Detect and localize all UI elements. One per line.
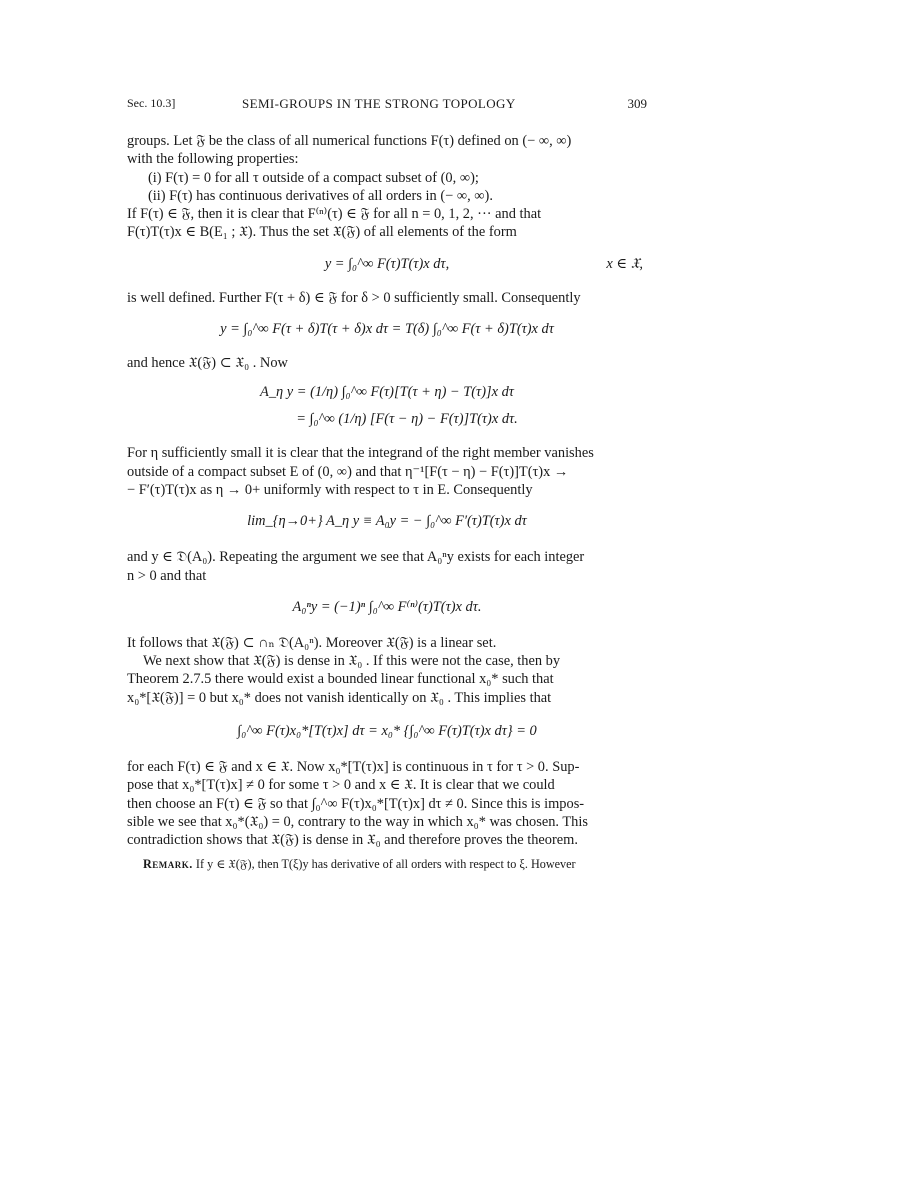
page-number: 309: [627, 96, 647, 111]
equation-body: = ∫₀^∞ (1/η) [F(τ − η) − F(τ)]T(τ)x dτ.: [296, 411, 518, 428]
text-line: contradiction shows that 𝔛(𝔉) is dense in 𝔛₀ and therefore proves the theorem.: [127, 832, 578, 849]
text-line: It follows that 𝔛(𝔉) ⊂ ∩ₙ 𝔇(A₀ⁿ). Moreover 𝔛(𝔉) is a linear set.: [127, 634, 497, 651]
text-line: and y ∈ 𝔇(A₀). Repeating the argument we see that A₀ⁿy exists for each integer: [127, 549, 585, 566]
remark: [127, 856, 647, 872]
text-line: sible we see that x₀*(𝔛₀) = 0, contrary to the way in which x₀* was chosen. This: [127, 813, 588, 830]
text-line: for each F(τ) ∈ 𝔉 and x ∈ 𝔛. Now x₀*[T(τ)x] is continuous in τ for τ > 0. Sup-: [127, 759, 580, 776]
equation-body: lim_{η→0+} A_η y ≡ A₀y = − ∫₀^∞ F′(τ)T(τ)x dτ: [247, 513, 527, 530]
equation: [127, 513, 647, 530]
running-header: [127, 96, 647, 118]
text-line: then choose an F(τ) ∈ 𝔉 so that ∫₀^∞ F(τ)x₀*[T(τ)x] dτ ≠ 0. Since this is impos-: [127, 795, 585, 812]
text-line: is well defined. Further F(τ + δ) ∈ 𝔉 for δ > 0 sufficiently small. Consequently: [127, 289, 581, 306]
equation-tag: x ∈ 𝔛,: [606, 255, 643, 272]
equation: [167, 411, 647, 428]
equation-body: ∫₀^∞ F(τ)x₀*[T(τ)x] dτ = x₀* {∫₀^∞ F(τ)T(τ)x dτ} = 0: [237, 723, 537, 740]
text-line: F(τ)T(τ)x ∈ B(E₁ ; 𝔛). Thus the set 𝔛(𝔉) of all elements of the form: [127, 224, 517, 241]
equation: [127, 256, 647, 273]
text-line: groups. Let 𝔉 be the class of all numerical functions F(τ) defined on (− ∞, ∞): [127, 133, 572, 149]
text-line: with the following properties:: [127, 151, 299, 168]
equation-body: A_η y = (1/η) ∫₀^∞ F(τ)[T(τ + η) − T(τ)]x dτ: [260, 384, 514, 401]
text-line: n > 0 and that: [127, 567, 207, 584]
remark-label: Remark.: [143, 856, 193, 871]
equation: [127, 599, 647, 616]
text-line: outside of a compact subset E of (0, ∞) and that η⁻¹[F(τ − η) − F(τ)]T(τ)x →: [127, 463, 569, 480]
equation-body: y = ∫₀^∞ F(τ + δ)T(τ + δ)x dτ = T(δ) ∫₀^∞ F(τ + δ)T(τ)x dτ: [220, 321, 554, 338]
text-line: pose that x₀*[T(τ)x] ≠ 0 for some τ > 0 and x ∈ 𝔛. It is clear that we could: [127, 777, 555, 794]
text-line: For η sufficiently small it is clear that the integrand of the right member vanishes: [127, 445, 594, 462]
section-label: Sec. 10.3]: [127, 96, 176, 110]
text-line: and hence 𝔛(𝔉) ⊂ 𝔛₀ . Now: [127, 355, 288, 372]
text-line: − F′(τ)T(τ)x as η → 0+ uniformly with respect to τ in E. Consequently: [127, 481, 533, 498]
equation: [127, 321, 647, 338]
equation-body: y = ∫₀^∞ F(τ)T(τ)x dτ,: [324, 255, 450, 272]
text-line: x₀*[𝔛(𝔉)] = 0 but x₀* does not vanish identically on 𝔛₀ . This implies that: [127, 689, 552, 706]
running-title: SEMI-GROUPS IN THE STRONG TOPOLOGY: [242, 96, 516, 111]
remark-text: If y ∈ 𝔛(𝔉), then T(ξ)y has derivative of all orders with respect to ξ. However: [195, 856, 576, 871]
list-item: (ii) F(τ) has continuous derivatives of all orders in (− ∞, ∞).: [148, 187, 493, 204]
text-line: We next show that 𝔛(𝔉) is dense in 𝔛₀ . If this were not the case, then by: [143, 653, 561, 670]
text-line: If F(τ) ∈ 𝔉, then it is clear that F⁽ⁿ⁾(τ) ∈ 𝔉 for all n = 0, 1, 2, ··· and that: [127, 206, 542, 223]
equation-body: A₀ⁿy = (−1)ⁿ ∫₀^∞ F⁽ⁿ⁾(τ)T(τ)x dτ.: [292, 598, 482, 615]
equation: [127, 384, 647, 401]
book-page: [127, 96, 647, 872]
equation: [127, 723, 647, 740]
text-line: Theorem 2.7.5 there would exist a bounded linear functional x₀* such that: [127, 671, 554, 688]
list-item: (i) F(τ) = 0 for all τ outside of a compact subset of (0, ∞);: [148, 169, 479, 186]
